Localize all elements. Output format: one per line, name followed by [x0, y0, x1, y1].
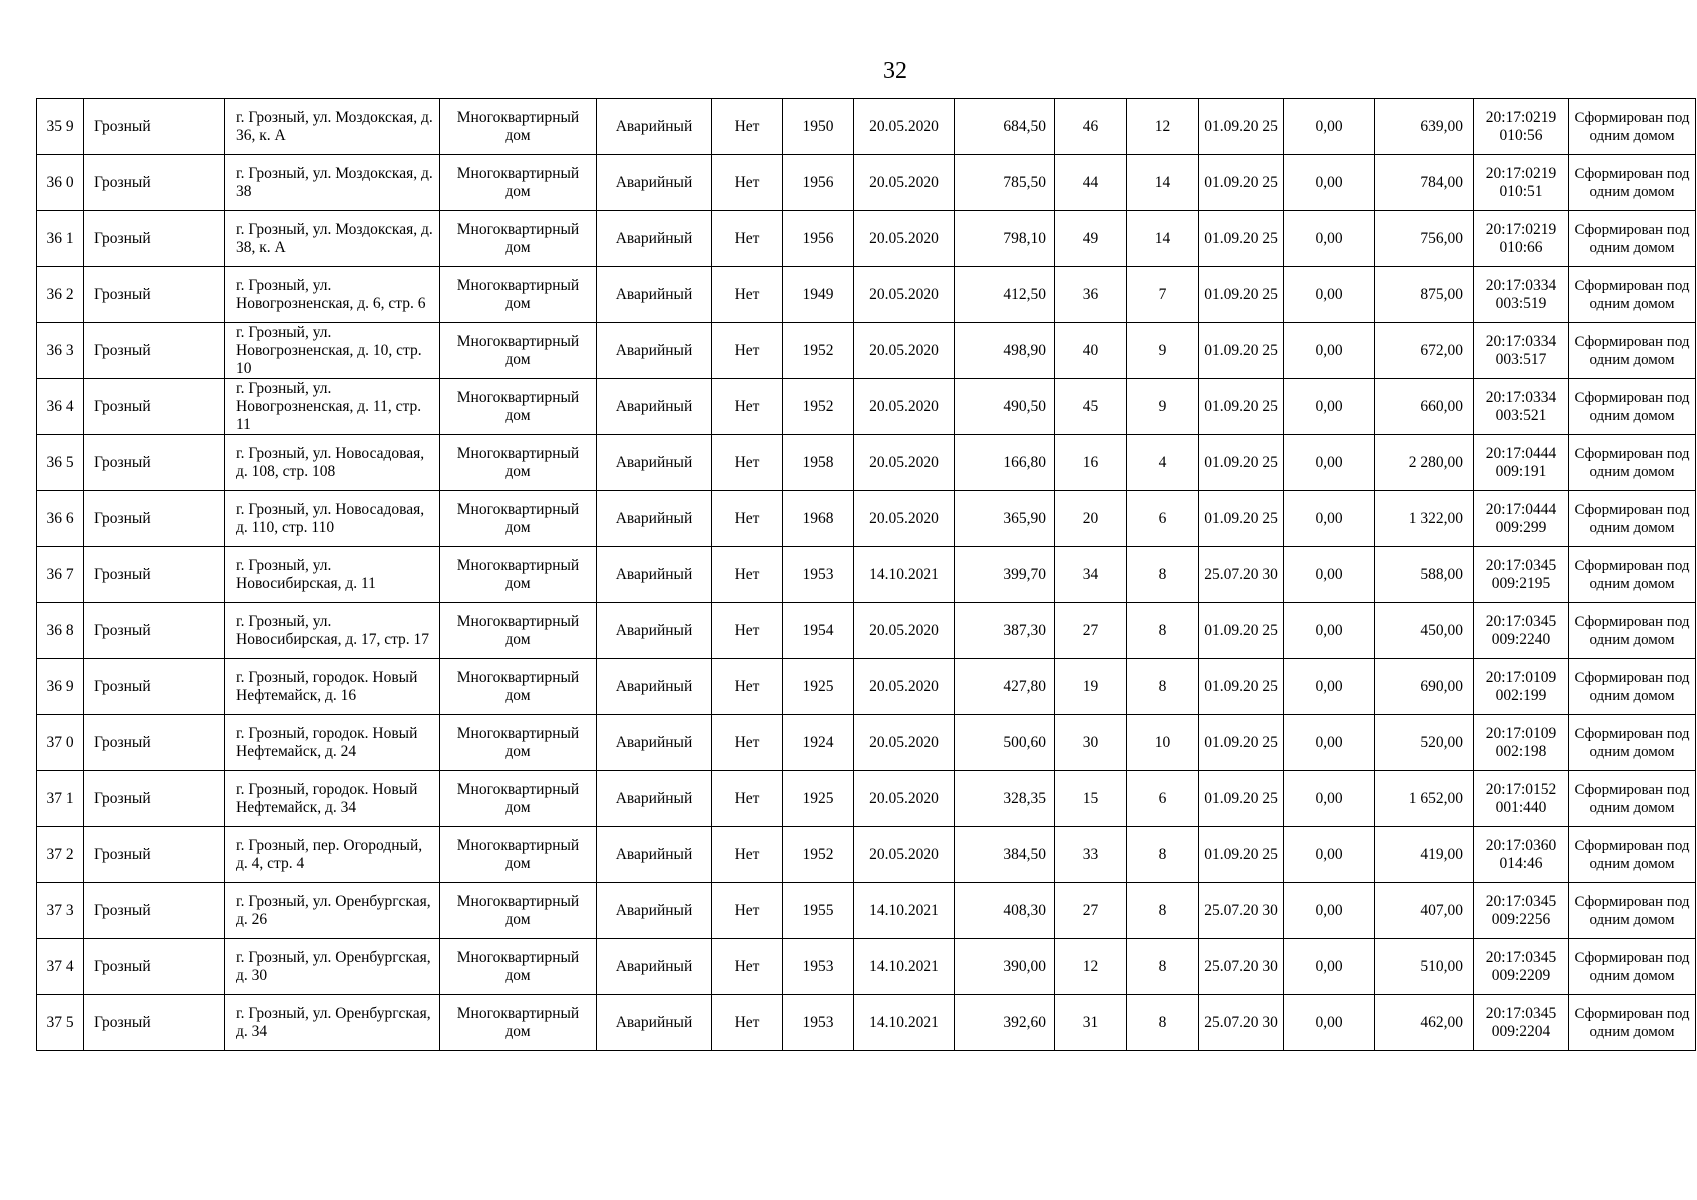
cell-recognition-date: 20.05.2020	[854, 323, 955, 379]
cell-recognition-date: 20.05.2020	[854, 603, 955, 659]
cell-value-1: 0,00	[1284, 99, 1375, 155]
cell-row-number: 36 6	[37, 491, 84, 547]
cell-resettlement-deadline: 01.09.20 25	[1199, 603, 1284, 659]
cell-area: 392,60	[955, 995, 1055, 1051]
cell-resettlement-deadline: 01.09.20 25	[1199, 827, 1284, 883]
cell-condition: Аварийный	[597, 323, 712, 379]
cell-build-year: 1953	[783, 995, 854, 1051]
cell-build-year: 1925	[783, 659, 854, 715]
cell-flag: Нет	[712, 323, 783, 379]
cell-city: Грозный	[84, 827, 225, 883]
cell-city: Грозный	[84, 491, 225, 547]
cell-building-type: Многоквартирный дом	[440, 491, 597, 547]
cell-resettlement-deadline: 01.09.20 25	[1199, 211, 1284, 267]
cell-condition: Аварийный	[597, 99, 712, 155]
cell-flag: Нет	[712, 379, 783, 435]
cell-build-year: 1968	[783, 491, 854, 547]
cell-condition: Аварийный	[597, 659, 712, 715]
cell-value-1: 0,00	[1284, 939, 1375, 995]
cell-flag: Нет	[712, 491, 783, 547]
cell-address: г. Грозный, ул. Новосадовая, д. 108, стр. 108	[225, 435, 440, 491]
cell-land-status: Сформирован под одним домом	[1569, 99, 1696, 155]
cell-build-year: 1950	[783, 99, 854, 155]
cell-area: 365,90	[955, 491, 1055, 547]
cell-address: г. Грозный, городок. Новый Нефтемайск, д. 24	[225, 715, 440, 771]
cell-resettlement-deadline: 25.07.20 30	[1199, 939, 1284, 995]
cell-value-2: 660,00	[1375, 379, 1474, 435]
cell-residents: 31	[1055, 995, 1127, 1051]
table-row	[37, 715, 1696, 771]
cell-value-2: 510,00	[1375, 939, 1474, 995]
cell-value-2: 450,00	[1375, 603, 1474, 659]
cell-residents: 45	[1055, 379, 1127, 435]
cell-value-1: 0,00	[1284, 827, 1375, 883]
cell-value-1: 0,00	[1284, 267, 1375, 323]
cell-cadastral-number: 20:17:0219 010:56	[1474, 99, 1569, 155]
cell-value-1: 0,00	[1284, 155, 1375, 211]
cell-resettlement-deadline: 01.09.20 25	[1199, 435, 1284, 491]
cell-value-1: 0,00	[1284, 715, 1375, 771]
cell-row-number: 37 2	[37, 827, 84, 883]
cell-resettlement-deadline: 01.09.20 25	[1199, 323, 1284, 379]
cell-value-1: 0,00	[1284, 771, 1375, 827]
cell-cadastral-number: 20:17:0219 010:66	[1474, 211, 1569, 267]
cell-land-status: Сформирован под одним домом	[1569, 771, 1696, 827]
cell-condition: Аварийный	[597, 547, 712, 603]
table-row	[37, 827, 1696, 883]
cell-cadastral-number: 20:17:0345 009:2240	[1474, 603, 1569, 659]
cell-land-status: Сформирован под одним домом	[1569, 323, 1696, 379]
cell-flag: Нет	[712, 435, 783, 491]
cell-build-year: 1949	[783, 267, 854, 323]
cell-recognition-date: 14.10.2021	[854, 939, 955, 995]
cell-city: Грозный	[84, 323, 225, 379]
cell-value-1: 0,00	[1284, 995, 1375, 1051]
cell-cadastral-number: 20:17:0345 009:2209	[1474, 939, 1569, 995]
table-row	[37, 603, 1696, 659]
cell-flag: Нет	[712, 715, 783, 771]
cell-apartments: 8	[1127, 939, 1199, 995]
table-row	[37, 155, 1696, 211]
cell-row-number: 36 5	[37, 435, 84, 491]
cell-resettlement-deadline: 01.09.20 25	[1199, 155, 1284, 211]
table-row	[37, 379, 1696, 435]
cell-recognition-date: 14.10.2021	[854, 995, 955, 1051]
cell-address: г. Грозный, ул. Оренбургская, д. 26	[225, 883, 440, 939]
cell-building-type: Многоквартирный дом	[440, 99, 597, 155]
cell-value-1: 0,00	[1284, 603, 1375, 659]
cell-row-number: 35 9	[37, 99, 84, 155]
cell-value-2: 520,00	[1375, 715, 1474, 771]
cell-land-status: Сформирован под одним домом	[1569, 883, 1696, 939]
cell-condition: Аварийный	[597, 435, 712, 491]
cell-cadastral-number: 20:17:0109 002:198	[1474, 715, 1569, 771]
cell-cadastral-number: 20:17:0334 003:521	[1474, 379, 1569, 435]
cell-address: г. Грозный, ул. Новогрозненская, д. 10, стр. 10	[225, 323, 440, 379]
cell-resettlement-deadline: 01.09.20 25	[1199, 715, 1284, 771]
cell-area: 412,50	[955, 267, 1055, 323]
cell-city: Грозный	[84, 995, 225, 1051]
cell-apartments: 6	[1127, 771, 1199, 827]
cell-building-type: Многоквартирный дом	[440, 267, 597, 323]
cell-residents: 19	[1055, 659, 1127, 715]
cell-city: Грозный	[84, 771, 225, 827]
cell-address: г. Грозный, ул. Новосибирская, д. 17, стр. 17	[225, 603, 440, 659]
cell-apartments: 8	[1127, 547, 1199, 603]
cell-cadastral-number: 20:17:0345 009:2256	[1474, 883, 1569, 939]
cell-row-number: 36 8	[37, 603, 84, 659]
cell-condition: Аварийный	[597, 379, 712, 435]
cell-residents: 44	[1055, 155, 1127, 211]
cell-building-type: Многоквартирный дом	[440, 211, 597, 267]
cell-row-number: 36 3	[37, 323, 84, 379]
cell-address: г. Грозный, городок. Новый Нефтемайск, д. 16	[225, 659, 440, 715]
cell-resettlement-deadline: 01.09.20 25	[1199, 379, 1284, 435]
cell-flag: Нет	[712, 267, 783, 323]
cell-cadastral-number: 20:17:0334 003:517	[1474, 323, 1569, 379]
cell-cadastral-number: 20:17:0444 009:299	[1474, 491, 1569, 547]
cell-resettlement-deadline: 25.07.20 30	[1199, 547, 1284, 603]
cell-recognition-date: 20.05.2020	[854, 99, 955, 155]
cell-building-type: Многоквартирный дом	[440, 995, 597, 1051]
cell-build-year: 1956	[783, 211, 854, 267]
cell-apartments: 9	[1127, 379, 1199, 435]
cell-area: 498,90	[955, 323, 1055, 379]
cell-recognition-date: 14.10.2021	[854, 547, 955, 603]
table-row	[37, 771, 1696, 827]
cell-residents: 49	[1055, 211, 1127, 267]
cell-area: 328,35	[955, 771, 1055, 827]
cell-land-status: Сформирован под одним домом	[1569, 491, 1696, 547]
cell-area: 390,00	[955, 939, 1055, 995]
cell-value-1: 0,00	[1284, 323, 1375, 379]
cell-residents: 46	[1055, 99, 1127, 155]
cell-build-year: 1925	[783, 771, 854, 827]
table-row	[37, 547, 1696, 603]
cell-land-status: Сформирован под одним домом	[1569, 211, 1696, 267]
cell-residents: 36	[1055, 267, 1127, 323]
cell-city: Грозный	[84, 603, 225, 659]
table-row	[37, 323, 1696, 379]
cell-cadastral-number: 20:17:0334 003:519	[1474, 267, 1569, 323]
cell-area: 798,10	[955, 211, 1055, 267]
table-row	[37, 883, 1696, 939]
cell-apartments: 8	[1127, 883, 1199, 939]
cell-address: г. Грозный, ул. Новосадовая, д. 110, стр. 110	[225, 491, 440, 547]
cell-build-year: 1953	[783, 939, 854, 995]
cell-value-2: 462,00	[1375, 995, 1474, 1051]
cell-residents: 12	[1055, 939, 1127, 995]
cell-condition: Аварийный	[597, 715, 712, 771]
cell-build-year: 1958	[783, 435, 854, 491]
cell-resettlement-deadline: 25.07.20 30	[1199, 883, 1284, 939]
cell-apartments: 6	[1127, 491, 1199, 547]
cell-row-number: 36 7	[37, 547, 84, 603]
cell-city: Грозный	[84, 547, 225, 603]
cell-building-type: Многоквартирный дом	[440, 155, 597, 211]
cell-city: Грозный	[84, 267, 225, 323]
table-row	[37, 659, 1696, 715]
cell-cadastral-number: 20:17:0444 009:191	[1474, 435, 1569, 491]
cell-residents: 27	[1055, 603, 1127, 659]
cell-condition: Аварийный	[597, 155, 712, 211]
cell-build-year: 1953	[783, 547, 854, 603]
cell-apartments: 8	[1127, 827, 1199, 883]
cell-resettlement-deadline: 01.09.20 25	[1199, 491, 1284, 547]
cell-residents: 34	[1055, 547, 1127, 603]
table-body	[37, 99, 1696, 1051]
cell-city: Грозный	[84, 715, 225, 771]
cell-flag: Нет	[712, 827, 783, 883]
cell-recognition-date: 20.05.2020	[854, 827, 955, 883]
cell-build-year: 1924	[783, 715, 854, 771]
cell-flag: Нет	[712, 99, 783, 155]
cell-value-1: 0,00	[1284, 883, 1375, 939]
cell-resettlement-deadline: 01.09.20 25	[1199, 267, 1284, 323]
cell-recognition-date: 20.05.2020	[854, 379, 955, 435]
cell-build-year: 1952	[783, 379, 854, 435]
cell-flag: Нет	[712, 771, 783, 827]
cell-land-status: Сформирован под одним домом	[1569, 379, 1696, 435]
cell-row-number: 36 2	[37, 267, 84, 323]
cell-cadastral-number: 20:17:0345 009:2204	[1474, 995, 1569, 1051]
cell-flag: Нет	[712, 995, 783, 1051]
cell-area: 785,50	[955, 155, 1055, 211]
housing-register-table	[36, 98, 1696, 1051]
cell-building-type: Многоквартирный дом	[440, 827, 597, 883]
cell-value-2: 588,00	[1375, 547, 1474, 603]
cell-area: 490,50	[955, 379, 1055, 435]
cell-city: Грозный	[84, 379, 225, 435]
cell-build-year: 1956	[783, 155, 854, 211]
cell-cadastral-number: 20:17:0109 002:199	[1474, 659, 1569, 715]
cell-address: г. Грозный, пер. Огородный, д. 4, стр. 4	[225, 827, 440, 883]
cell-area: 500,60	[955, 715, 1055, 771]
cell-area: 399,70	[955, 547, 1055, 603]
cell-building-type: Многоквартирный дом	[440, 379, 597, 435]
cell-flag: Нет	[712, 603, 783, 659]
cell-cadastral-number: 20:17:0345 009:2195	[1474, 547, 1569, 603]
cell-build-year: 1955	[783, 883, 854, 939]
cell-land-status: Сформирован под одним домом	[1569, 547, 1696, 603]
cell-resettlement-deadline: 01.09.20 25	[1199, 771, 1284, 827]
cell-condition: Аварийный	[597, 883, 712, 939]
cell-recognition-date: 20.05.2020	[854, 715, 955, 771]
cell-residents: 30	[1055, 715, 1127, 771]
cell-row-number: 36 4	[37, 379, 84, 435]
cell-condition: Аварийный	[597, 771, 712, 827]
cell-value-2: 756,00	[1375, 211, 1474, 267]
cell-flag: Нет	[712, 155, 783, 211]
cell-recognition-date: 20.05.2020	[854, 267, 955, 323]
cell-flag: Нет	[712, 939, 783, 995]
cell-area: 384,50	[955, 827, 1055, 883]
cell-flag: Нет	[712, 211, 783, 267]
cell-apartments: 7	[1127, 267, 1199, 323]
cell-residents: 40	[1055, 323, 1127, 379]
cell-address: г. Грозный, ул. Моздокская, д. 38, к. А	[225, 211, 440, 267]
cell-address: г. Грозный, ул. Моздокская, д. 36, к. А	[225, 99, 440, 155]
cell-city: Грозный	[84, 883, 225, 939]
table-row	[37, 211, 1696, 267]
cell-value-2: 690,00	[1375, 659, 1474, 715]
cell-residents: 20	[1055, 491, 1127, 547]
cell-address: г. Грозный, ул. Новогрозненская, д. 11, стр. 11	[225, 379, 440, 435]
cell-value-2: 407,00	[1375, 883, 1474, 939]
cell-address: г. Грозный, ул. Новогрозненская, д. 6, стр. 6	[225, 267, 440, 323]
cell-apartments: 4	[1127, 435, 1199, 491]
cell-build-year: 1952	[783, 323, 854, 379]
cell-city: Грозный	[84, 435, 225, 491]
cell-condition: Аварийный	[597, 603, 712, 659]
cell-row-number: 36 1	[37, 211, 84, 267]
cell-address: г. Грозный, ул. Новосибирская, д. 11	[225, 547, 440, 603]
cell-land-status: Сформирован под одним домом	[1569, 603, 1696, 659]
table-row	[37, 939, 1696, 995]
cell-area: 166,80	[955, 435, 1055, 491]
cell-apartments: 14	[1127, 155, 1199, 211]
cell-condition: Аварийный	[597, 211, 712, 267]
cell-apartments: 8	[1127, 603, 1199, 659]
cell-value-2: 784,00	[1375, 155, 1474, 211]
cell-value-1: 0,00	[1284, 379, 1375, 435]
cell-land-status: Сформирован под одним домом	[1569, 435, 1696, 491]
cell-recognition-date: 20.05.2020	[854, 771, 955, 827]
cell-building-type: Многоквартирный дом	[440, 435, 597, 491]
cell-value-2: 419,00	[1375, 827, 1474, 883]
cell-condition: Аварийный	[597, 939, 712, 995]
cell-row-number: 37 3	[37, 883, 84, 939]
cell-residents: 15	[1055, 771, 1127, 827]
cell-building-type: Многоквартирный дом	[440, 323, 597, 379]
cell-building-type: Многоквартирный дом	[440, 547, 597, 603]
cell-value-2: 672,00	[1375, 323, 1474, 379]
cell-area: 408,30	[955, 883, 1055, 939]
table-row	[37, 267, 1696, 323]
table-row	[37, 995, 1696, 1051]
cell-land-status: Сформирован под одним домом	[1569, 995, 1696, 1051]
cell-condition: Аварийный	[597, 267, 712, 323]
cell-row-number: 36 0	[37, 155, 84, 211]
cell-address: г. Грозный, городок. Новый Нефтемайск, д. 34	[225, 771, 440, 827]
table-row	[37, 435, 1696, 491]
cell-apartments: 8	[1127, 995, 1199, 1051]
cell-city: Грозный	[84, 939, 225, 995]
cell-land-status: Сформирован под одним домом	[1569, 827, 1696, 883]
cell-row-number: 37 1	[37, 771, 84, 827]
cell-area: 427,80	[955, 659, 1055, 715]
cell-building-type: Многоквартирный дом	[440, 883, 597, 939]
cell-value-2: 639,00	[1375, 99, 1474, 155]
cell-city: Грозный	[84, 659, 225, 715]
cell-value-1: 0,00	[1284, 547, 1375, 603]
cell-recognition-date: 20.05.2020	[854, 211, 955, 267]
cell-flag: Нет	[712, 883, 783, 939]
cell-value-2: 1 322,00	[1375, 491, 1474, 547]
page-number: 32	[883, 58, 907, 84]
cell-flag: Нет	[712, 547, 783, 603]
cell-value-1: 0,00	[1284, 491, 1375, 547]
cell-recognition-date: 14.10.2021	[854, 883, 955, 939]
cell-city: Грозный	[84, 155, 225, 211]
cell-land-status: Сформирован под одним домом	[1569, 715, 1696, 771]
cell-address: г. Грозный, ул. Оренбургская, д. 30	[225, 939, 440, 995]
cell-city: Грозный	[84, 211, 225, 267]
cell-building-type: Многоквартирный дом	[440, 771, 597, 827]
cell-recognition-date: 20.05.2020	[854, 491, 955, 547]
cell-recognition-date: 20.05.2020	[854, 659, 955, 715]
cell-residents: 33	[1055, 827, 1127, 883]
cell-condition: Аварийный	[597, 827, 712, 883]
cell-address: г. Грозный, ул. Моздокская, д. 38	[225, 155, 440, 211]
cell-value-1: 0,00	[1284, 435, 1375, 491]
cell-row-number: 37 5	[37, 995, 84, 1051]
cell-land-status: Сформирован под одним домом	[1569, 155, 1696, 211]
cell-build-year: 1954	[783, 603, 854, 659]
cell-apartments: 8	[1127, 659, 1199, 715]
cell-recognition-date: 20.05.2020	[854, 435, 955, 491]
cell-row-number: 37 0	[37, 715, 84, 771]
cell-land-status: Сформирован под одним домом	[1569, 659, 1696, 715]
cell-apartments: 10	[1127, 715, 1199, 771]
cell-build-year: 1952	[783, 827, 854, 883]
cell-cadastral-number: 20:17:0219 010:51	[1474, 155, 1569, 211]
cell-value-2: 1 652,00	[1375, 771, 1474, 827]
cell-building-type: Многоквартирный дом	[440, 939, 597, 995]
cell-value-1: 0,00	[1284, 659, 1375, 715]
cell-cadastral-number: 20:17:0152 001:440	[1474, 771, 1569, 827]
cell-residents: 27	[1055, 883, 1127, 939]
cell-value-2: 875,00	[1375, 267, 1474, 323]
cell-city: Грозный	[84, 99, 225, 155]
cell-row-number: 37 4	[37, 939, 84, 995]
cell-apartments: 12	[1127, 99, 1199, 155]
cell-apartments: 9	[1127, 323, 1199, 379]
cell-land-status: Сформирован под одним домом	[1569, 267, 1696, 323]
cell-area: 387,30	[955, 603, 1055, 659]
cell-address: г. Грозный, ул. Оренбургская, д. 34	[225, 995, 440, 1051]
cell-resettlement-deadline: 01.09.20 25	[1199, 99, 1284, 155]
table-row	[37, 491, 1696, 547]
cell-building-type: Многоквартирный дом	[440, 603, 597, 659]
table-row	[37, 99, 1696, 155]
cell-residents: 16	[1055, 435, 1127, 491]
cell-building-type: Многоквартирный дом	[440, 715, 597, 771]
cell-recognition-date: 20.05.2020	[854, 155, 955, 211]
cell-flag: Нет	[712, 659, 783, 715]
cell-cadastral-number: 20:17:0360 014:46	[1474, 827, 1569, 883]
cell-apartments: 14	[1127, 211, 1199, 267]
cell-land-status: Сформирован под одним домом	[1569, 939, 1696, 995]
cell-condition: Аварийный	[597, 995, 712, 1051]
cell-value-2: 2 280,00	[1375, 435, 1474, 491]
cell-resettlement-deadline: 01.09.20 25	[1199, 659, 1284, 715]
cell-building-type: Многоквартирный дом	[440, 659, 597, 715]
cell-row-number: 36 9	[37, 659, 84, 715]
cell-condition: Аварийный	[597, 491, 712, 547]
cell-area: 684,50	[955, 99, 1055, 155]
cell-resettlement-deadline: 25.07.20 30	[1199, 995, 1284, 1051]
cell-value-1: 0,00	[1284, 211, 1375, 267]
